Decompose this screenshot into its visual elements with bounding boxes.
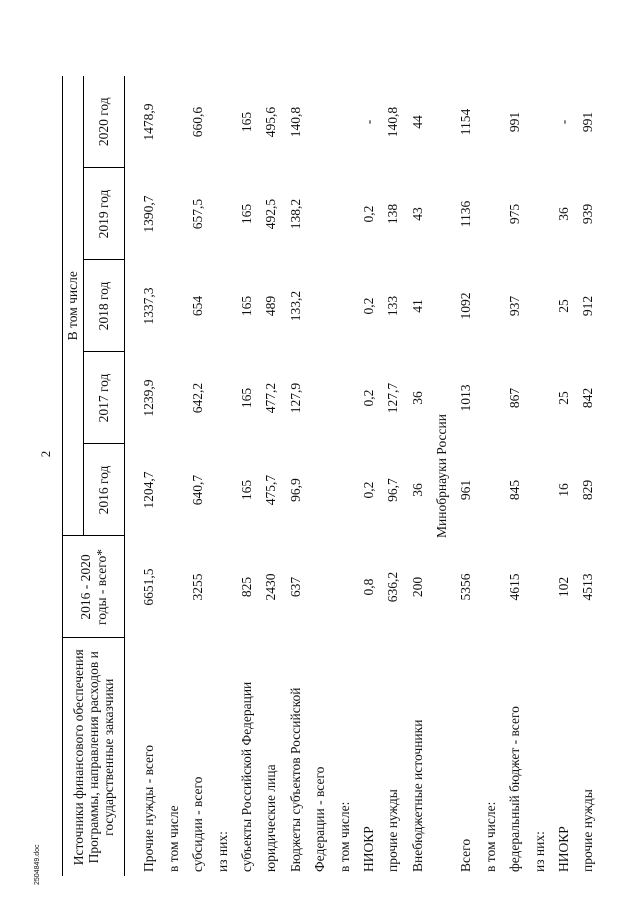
row-total: [206, 536, 230, 638]
row-value: 1013: [458, 384, 474, 412]
table-row: [548, 76, 572, 876]
row-value: [474, 168, 498, 260]
row-value: [157, 444, 181, 536]
row-value: 165: [238, 387, 254, 409]
row-value: 36: [409, 391, 425, 405]
row-value: 1239,9: [141, 379, 157, 417]
table-row: [353, 76, 377, 876]
row-value: 660,6: [190, 106, 206, 138]
row-value: 642,2: [190, 382, 206, 414]
table-row: [255, 76, 279, 876]
row-total: 3255: [190, 573, 206, 601]
row-value: 25: [556, 391, 572, 405]
row-value: 475,7: [263, 474, 279, 506]
row-value: 654: [190, 295, 206, 317]
header-year-2017: 2017 год: [84, 352, 125, 444]
row-value: 165: [238, 111, 254, 133]
row-value: [474, 352, 498, 444]
table-row: [304, 76, 328, 876]
row-value: [304, 260, 328, 352]
row-value: [328, 352, 352, 444]
row-value: 138,2: [287, 198, 303, 230]
row-label: федеральный бюджет - всего: [507, 706, 523, 872]
row-value: 845: [507, 479, 523, 501]
row-value: 127,7: [385, 382, 401, 414]
row-value: 25: [556, 299, 572, 313]
row-label: НИОКР: [360, 826, 376, 872]
row-value: 842: [580, 387, 596, 409]
table-row: [401, 76, 425, 876]
row-total: 0,8: [360, 578, 376, 596]
row-label: Бюджеты субъектов Российской: [287, 687, 303, 872]
row-value: 133: [385, 295, 401, 317]
row-value: 133,2: [287, 290, 303, 322]
header-sources: Источники финансового обеспечения Программы, направления расходов и государственные заказчики: [63, 638, 125, 876]
row-value: 937: [507, 295, 523, 317]
row-total: [157, 536, 181, 638]
page-number: 2: [38, 450, 53, 458]
row-value: [304, 352, 328, 444]
row-value: 1204,7: [141, 471, 157, 509]
row-value: 127,9: [287, 382, 303, 414]
table-row: [279, 76, 303, 876]
row-value: [206, 260, 230, 352]
row-value: -: [360, 119, 376, 125]
row-label: Федерации - всего: [312, 766, 328, 872]
row-value: 1136: [458, 200, 474, 228]
row-value: 0,2: [360, 205, 376, 223]
row-value: [304, 76, 328, 168]
row-label: субсидии - всего: [190, 776, 206, 872]
row-value: 961: [458, 479, 474, 501]
row-value: 991: [507, 111, 523, 133]
row-label: Всего: [458, 838, 474, 872]
row-label: прочие нужды: [580, 789, 596, 872]
row-total: 2430: [263, 573, 279, 601]
table-row: [328, 76, 352, 876]
row-value: [328, 168, 352, 260]
row-value: 36: [556, 207, 572, 221]
row-value: 0,2: [360, 481, 376, 499]
row-value: 829: [580, 479, 596, 501]
row-value: 867: [507, 387, 523, 409]
row-value: 165: [238, 203, 254, 225]
row-total: [304, 536, 328, 638]
row-value: 492,5: [263, 198, 279, 230]
row-value: [157, 76, 181, 168]
row-value: [328, 260, 352, 352]
table-row: [157, 76, 181, 876]
row-value: 36: [409, 483, 425, 497]
row-total: [523, 536, 547, 638]
row-value: 1092: [458, 292, 474, 320]
row-value: 96,7: [385, 478, 401, 502]
row-value: 140,8: [385, 106, 401, 138]
row-value: [523, 444, 547, 536]
footer-file-name: 2504849.doc: [34, 844, 41, 885]
row-value: 140,8: [287, 106, 303, 138]
table-row: [206, 76, 230, 876]
row-value: [474, 444, 498, 536]
row-total: 102: [556, 576, 572, 598]
row-value: 640,7: [190, 474, 206, 506]
row-label: Внебюджетные источники: [409, 719, 425, 872]
financing-table: [62, 76, 596, 876]
row-label: НИОКР: [556, 826, 572, 872]
row-value: [157, 352, 181, 444]
table-row: [499, 76, 523, 876]
row-value: [523, 168, 547, 260]
row-value: 41: [409, 299, 425, 313]
row-value: [206, 168, 230, 260]
row-value: 96,9: [287, 478, 303, 502]
table-row: [523, 76, 547, 876]
row-value: 16: [556, 483, 572, 497]
row-value: 975: [507, 203, 523, 225]
row-value: 165: [238, 479, 254, 501]
row-value: 939: [580, 203, 596, 225]
row-value: [474, 76, 498, 168]
row-value: [206, 76, 230, 168]
row-value: [523, 260, 547, 352]
row-value: [157, 260, 181, 352]
row-value: [523, 352, 547, 444]
rotated-page-content: [62, 76, 596, 876]
table-row: [474, 76, 498, 876]
row-value: 991: [580, 111, 596, 133]
row-total: 6651,5: [141, 568, 157, 606]
table-row: [231, 76, 255, 876]
row-value: 43: [409, 207, 425, 221]
table-row: [182, 76, 206, 876]
row-value: [206, 444, 230, 536]
row-label: из них:: [531, 831, 547, 872]
row-value: 1154: [458, 108, 474, 136]
row-total: 825: [238, 576, 254, 598]
row-value: 495,6: [263, 106, 279, 138]
row-total: 637: [287, 576, 303, 598]
row-label: Прочие нужды - всего: [141, 745, 157, 872]
row-total: 4615: [507, 573, 523, 601]
table-header: [63, 76, 125, 876]
ministry-name: Минобрнауки России: [434, 414, 450, 538]
row-total: [328, 536, 352, 638]
row-total: 636,2: [385, 571, 401, 603]
header-year-2016: 2016 год: [84, 444, 125, 536]
row-value: 0,2: [360, 297, 376, 315]
header-total: 2016 - 2020 годы - всего*: [63, 536, 125, 638]
row-value: 0,2: [360, 389, 376, 407]
row-total: 5356: [458, 573, 474, 601]
row-value: 1337,3: [141, 287, 157, 325]
table-row: [572, 76, 596, 876]
row-value: [474, 260, 498, 352]
ministry-row: [426, 76, 450, 876]
row-value: 44: [409, 115, 425, 129]
row-value: [157, 168, 181, 260]
row-value: [304, 168, 328, 260]
row-value: 165: [238, 295, 254, 317]
row-label: субъекты Российской Федерации: [238, 681, 254, 872]
row-label: в том числе:: [336, 801, 352, 872]
row-value: [206, 352, 230, 444]
row-value: [328, 444, 352, 536]
row-total: 4513: [580, 573, 596, 601]
table-row: [125, 76, 158, 876]
row-value: 912: [580, 295, 596, 317]
table-body: [125, 76, 597, 876]
table-row: [450, 76, 474, 876]
row-value: [523, 76, 547, 168]
row-label: из них:: [214, 831, 230, 872]
row-value: 1390,7: [141, 195, 157, 233]
row-total: 200: [409, 576, 425, 598]
table-row: [377, 76, 401, 876]
row-value: 138: [385, 203, 401, 225]
row-value: 477,2: [263, 382, 279, 414]
row-value: 1478,9: [141, 103, 157, 141]
row-value: 489: [263, 295, 279, 317]
row-value: [304, 444, 328, 536]
row-value: 657,5: [190, 198, 206, 230]
header-year-2020: 2020 год: [84, 76, 125, 168]
header-year-2018: 2018 год: [84, 260, 125, 352]
header-in-total: В том числе: [63, 76, 84, 536]
row-value: -: [556, 119, 572, 125]
row-label: юридические лица: [263, 764, 279, 872]
row-label: прочие нужды: [385, 789, 401, 872]
row-value: [328, 76, 352, 168]
row-label: в том числе: [165, 805, 181, 872]
row-total: [474, 536, 498, 638]
row-label: в том числе:: [482, 801, 498, 872]
header-year-2019: 2019 год: [84, 168, 125, 260]
